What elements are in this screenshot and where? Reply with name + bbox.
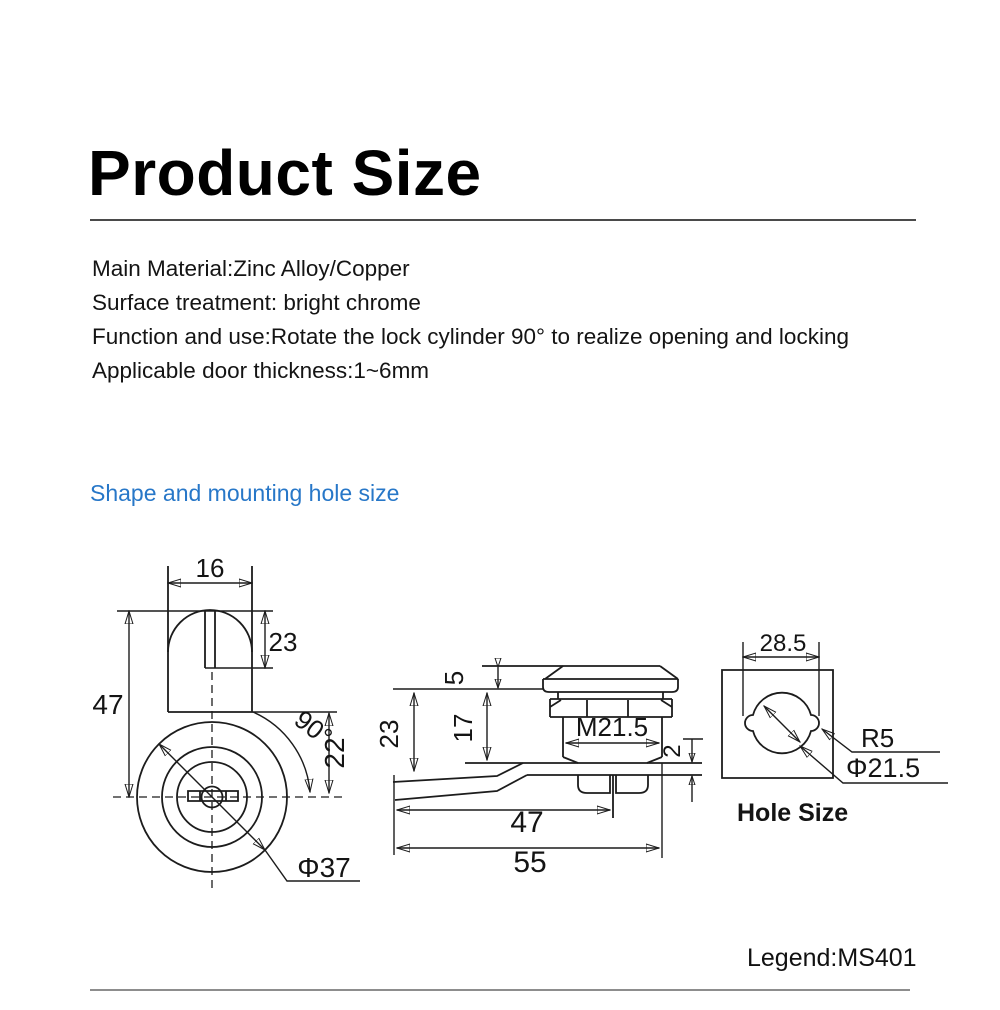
side-view-drawing [374, 666, 703, 879]
legend-text: Legend:MS401 [747, 944, 917, 972]
dim-overall-length-label: 55 [513, 846, 547, 879]
dim-total-height-label: 23 [374, 719, 404, 749]
bottom-divider [90, 989, 910, 991]
hole-view-outline [722, 670, 833, 778]
spec-line-thickness: Applicable door thickness:1~6mm [92, 358, 430, 383]
spec-line-material: Main Material:Zinc Alloy/Copper [92, 256, 410, 281]
dim-total-length-label: 47 [92, 689, 124, 720]
dim-hole-width-label: 28.5 [759, 630, 807, 657]
dim-cam-reach-label: 47 [510, 806, 544, 839]
spec-line-function: Function and use:Rotate the lock cylinder 90° to realize opening and locking [92, 324, 849, 349]
spec-line-surface: Surface treatment: bright chrome [92, 290, 421, 315]
hole-view-drawing [722, 630, 948, 827]
dim-cam-width-label: 16 [195, 553, 225, 583]
front-view-drawing [92, 553, 360, 893]
dim-hole-diameter-label: Φ21.5 [846, 753, 921, 783]
dim-body-height-label: 17 [448, 713, 478, 743]
section-heading: Shape and mounting hole size [90, 480, 400, 506]
dim-notch-radius-label: R5 [861, 723, 895, 753]
dim-diameter-label: Φ37 [297, 852, 351, 883]
page-title: Product Size [88, 137, 482, 209]
dim-offset-label: 22 [319, 737, 350, 769]
hole-size-caption: Hole Size [737, 799, 849, 827]
dim-door-thickness-label: 2 [659, 744, 686, 758]
dim-thread-label: M21.5 [575, 712, 649, 742]
dim-rotation-label: 90° [288, 703, 339, 752]
dim-head-height-label: 5 [439, 670, 469, 686]
dim-cam-length-label: 23 [268, 627, 298, 657]
